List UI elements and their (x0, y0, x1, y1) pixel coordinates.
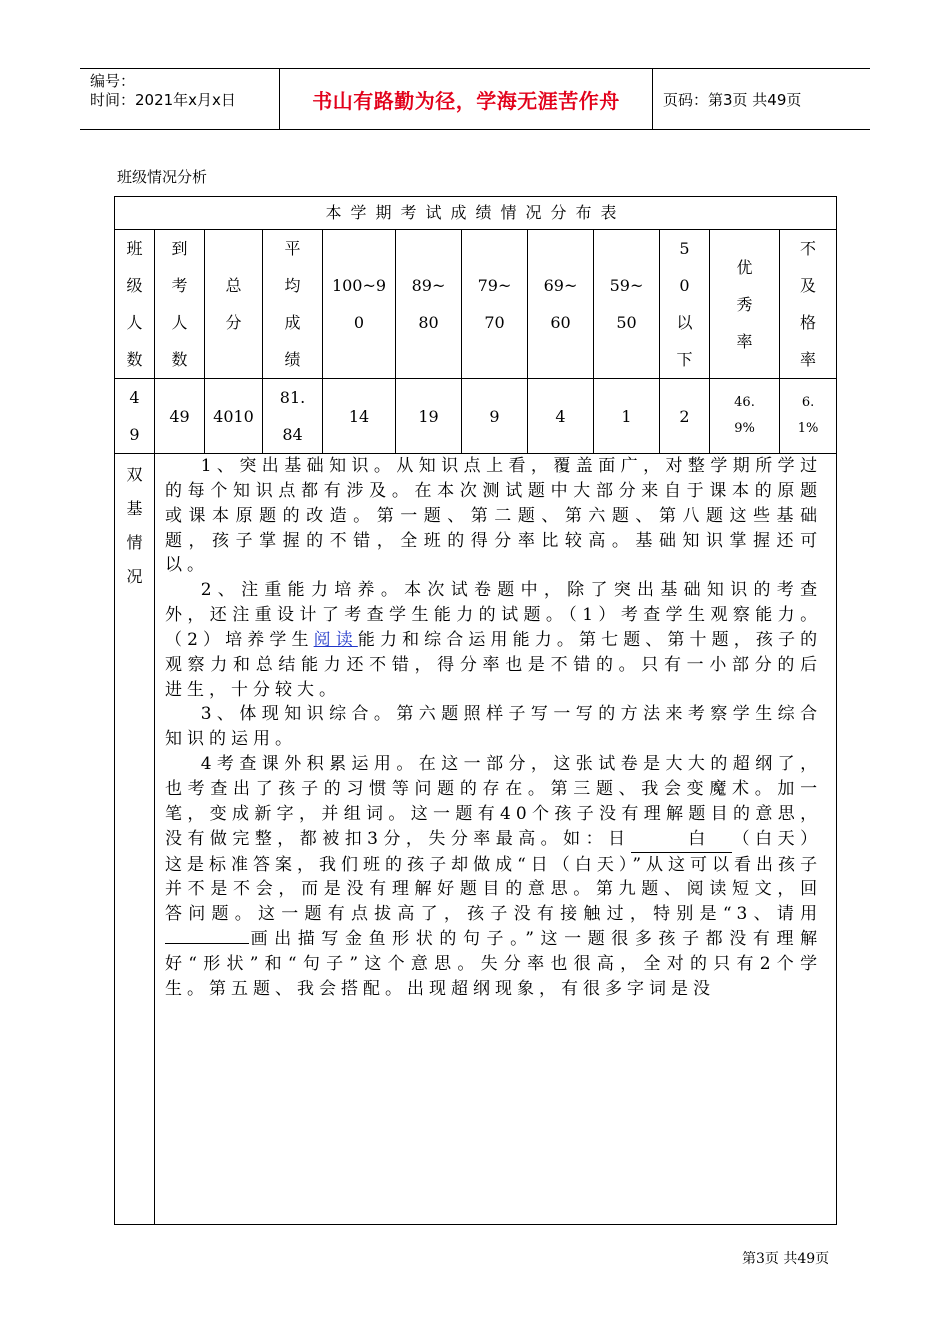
value-range-79-70: 9 (462, 379, 528, 454)
section-title: 班级情况分析 (117, 168, 208, 186)
fill-blank-line (165, 943, 249, 944)
paragraph-2: 2、注重能力培养。本次试卷题中，除了突出基础知识的考查外，还注重设计了考查学生能力的试题。（1）考查学生观察能力。（2）培养学生阅读能力和综合运用能力。第七题、第十题，孩子的观察力和总结能力还不错，得分率也是不错的。只有一小部分的后进生，十分较大。 (165, 580, 823, 700)
value-range-59-50: 1 (594, 379, 660, 454)
value-total-score: 4010 (205, 379, 263, 454)
value-excellent-rate: 46.9% (710, 379, 780, 454)
header-excellent-rate: 优秀率 (710, 230, 780, 379)
paragraph-4: 4考查课外积累运用。在这一部分，这张试卷是大大的超纲了，也考查出了孩子的习惯等问题的存在。第三题、我会变魔术。加一笔，变成新字，并组词。这一题有40个孩子没有理解题目的意思，没有做完整，都被扣3分，失分率最高。如：日 白 （白天）这是标准答案，我们班的孩子却做成“日（白天）”从这可以看出孩子并不是不会，而是没有理解好题目的意思。第九题、阅读短文，回答问题。这一题有点拔高了，孩子没有接触过，特别是“3、请用画出描写金鱼形状的句子。”这一题很多孩子都没有理解好“形状”和“句子”这个意思。失分率也很高，全对的只有2个学生。第五题、我会搭配。出现超纲现象，有很多字词是没 (165, 754, 823, 999)
score-distribution-table (114, 196, 837, 1225)
header-total-score: 总分 (205, 230, 263, 379)
header-range-100-90: 100~90 (323, 230, 396, 379)
time-label: 时间：2021年x月x日 (90, 91, 236, 109)
value-range-89-80: 19 (396, 379, 462, 454)
value-range-69-60: 4 (528, 379, 594, 454)
reading-link[interactable]: 阅读 (313, 629, 358, 650)
page-header (80, 68, 870, 130)
value-range-100-90: 14 (323, 379, 396, 454)
header-page-info: 页码：第3页 共49页 (663, 90, 802, 109)
header-below-50: 50以下 (660, 230, 710, 379)
header-meta (80, 69, 280, 129)
header-class-size: 班级人数 (115, 230, 155, 379)
paragraph-3: 3、体现知识综合。第六题照样子写一写的方法来考察学生综合知识的运用。 (165, 704, 823, 750)
value-class-size: 49 (115, 379, 155, 454)
value-below-50: 2 (660, 379, 710, 454)
header-range-59-50: 59~50 (594, 230, 660, 379)
header-range-79-70: 79~70 (462, 230, 528, 379)
value-average: 81.84 (263, 379, 323, 454)
header-fail-rate: 不及格率 (780, 230, 837, 379)
answer-blank: 白 (631, 827, 733, 853)
side-label-basics: 双基情况 (115, 454, 155, 1225)
page-footer: 第3页 共49页 (742, 1251, 830, 1267)
number-label: 编号： (90, 72, 136, 90)
header-average: 平均成绩 (263, 230, 323, 379)
analysis-body (155, 454, 837, 1225)
header-attendance: 到考人数 (155, 230, 205, 379)
value-attendance: 49 (155, 379, 205, 454)
table-title: 本学期考试成绩情况分布表 (115, 197, 837, 230)
header-range-89-80: 89~80 (396, 230, 462, 379)
header-motto: 书山有路勤为径，学海无涯苦作舟 (280, 69, 653, 129)
header-range-69-60: 69~60 (528, 230, 594, 379)
paragraph-1: 1、突出基础知识。从知识点上看，覆盖面广，对整学期所学过的每个知识点都有涉及。在本次测试题中大部分来自于课本的原题或课本原题的改造。第一题、第二题、第六题、第八题这些基础题，孩子掌握的不错，全班的得分率比较高。基础知识掌握还可以。 (165, 456, 823, 576)
value-fail-rate: 6.1% (780, 379, 837, 454)
